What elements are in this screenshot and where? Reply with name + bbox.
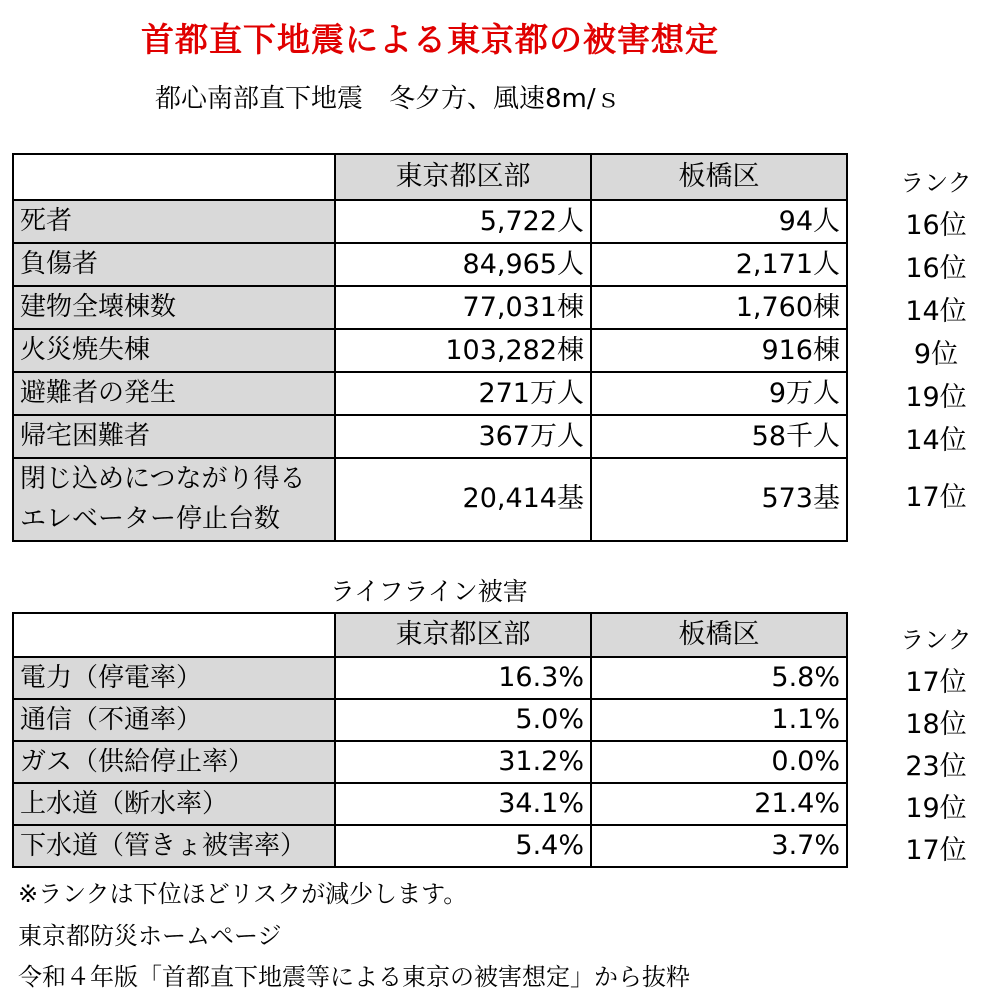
rank-value: 19位: [905, 382, 967, 413]
rank-value: 16位: [905, 210, 967, 241]
row-label: 避難者の発生: [13, 372, 335, 415]
table-row: [13, 825, 847, 867]
header-blank-cell: [13, 613, 335, 657]
source-line-2: 令和４年版「首都直下地震等による東京の被害想定」から抜粋: [18, 963, 690, 991]
row-label: 下水道（管きょ被害率）: [13, 825, 335, 867]
itabashi-value: 58千人: [591, 415, 847, 458]
tokyo-value: 271万人: [335, 372, 591, 415]
table-row: [13, 783, 847, 825]
rank-value: 23位: [905, 751, 967, 782]
row-label: 火災焼失棟: [13, 329, 335, 372]
itabashi-value: 1,760棟: [591, 286, 847, 329]
row-label: 電力（停電率）: [13, 657, 335, 699]
itabashi-value: 3.7%: [591, 825, 847, 867]
rank-header: ランク: [900, 169, 972, 197]
page-subtitle: 都心南部直下地震 冬夕方、風速8m/ｓ: [155, 84, 622, 114]
rank-value: 9位: [913, 339, 959, 370]
table-row: [13, 200, 847, 243]
itabashi-value: 5.8%: [591, 657, 847, 699]
tokyo-value: 367万人: [335, 415, 591, 458]
header-itabashi: 板橋区: [591, 154, 847, 200]
row-label: 通信（不通率）: [13, 699, 335, 741]
row-label: 帰宅困難者: [13, 415, 335, 458]
itabashi-value: 0.0%: [591, 741, 847, 783]
row-label: 死者: [13, 200, 335, 243]
table-row: [13, 329, 847, 372]
rank-value: 14位: [905, 296, 967, 327]
rank-value: 17位: [905, 835, 967, 866]
tokyo-value: 77,031棟: [335, 286, 591, 329]
itabashi-value: 573基: [591, 458, 847, 541]
damage-table: [12, 153, 848, 542]
source-line-1: 東京都防災ホームページ: [18, 922, 282, 950]
itabashi-value: 2,171人: [591, 243, 847, 286]
table-row: [13, 372, 847, 415]
rank-value: 17位: [905, 482, 967, 513]
tokyo-value: 84,965人: [335, 243, 591, 286]
row-label: 建物全壊棟数: [13, 286, 335, 329]
rank-value: 14位: [905, 425, 967, 456]
tokyo-value: 20,414基: [335, 458, 591, 541]
rank-value: 17位: [905, 667, 967, 698]
row-label: [13, 458, 335, 541]
row-label: 負傷者: [13, 243, 335, 286]
page-title: 首都直下地震による東京都の被害想定: [141, 20, 719, 59]
itabashi-value: 21.4%: [591, 783, 847, 825]
rank-value: 16位: [905, 253, 967, 284]
row-label: ガス（供給停止率）: [13, 741, 335, 783]
tokyo-value: 5,722人: [335, 200, 591, 243]
header-blank-cell: [13, 154, 335, 200]
lifeline-table: [12, 612, 848, 868]
tokyo-value: 103,282棟: [335, 329, 591, 372]
rank-header: ランク: [900, 626, 972, 654]
table-row: [13, 741, 847, 783]
row-label-line2: エレベーター停止台数: [20, 504, 281, 535]
tokyo-value: 5.0%: [335, 699, 591, 741]
rank-value: 19位: [905, 793, 967, 824]
rank-value: 18位: [905, 709, 967, 740]
tokyo-value: 31.2%: [335, 741, 591, 783]
header-itabashi: 板橋区: [591, 613, 847, 657]
itabashi-value: 9万人: [591, 372, 847, 415]
table-header-row: [13, 154, 847, 200]
table-row: [13, 699, 847, 741]
header-tokyo-wards: 東京都区部: [335, 154, 591, 200]
table-row: [13, 657, 847, 699]
itabashi-value: 1.1%: [591, 699, 847, 741]
row-label-line1: 閉じ込めにつながり得る: [20, 464, 306, 494]
table-row: [13, 286, 847, 329]
header-tokyo-wards: 東京都区部: [335, 613, 591, 657]
table-header-row: [13, 613, 847, 657]
lifeline-caption: ライフライン被害: [330, 577, 528, 606]
itabashi-value: 916棟: [591, 329, 847, 372]
tokyo-value: 34.1%: [335, 783, 591, 825]
itabashi-value: 94人: [591, 200, 847, 243]
rank-note: ※ランクは下位ほどリスクが減少します。: [18, 880, 468, 908]
table-row: [13, 415, 847, 458]
table-row: [13, 243, 847, 286]
table-row: [13, 458, 847, 541]
tokyo-value: 16.3%: [335, 657, 591, 699]
row-label: 上水道（断水率）: [13, 783, 335, 825]
tokyo-value: 5.4%: [335, 825, 591, 867]
